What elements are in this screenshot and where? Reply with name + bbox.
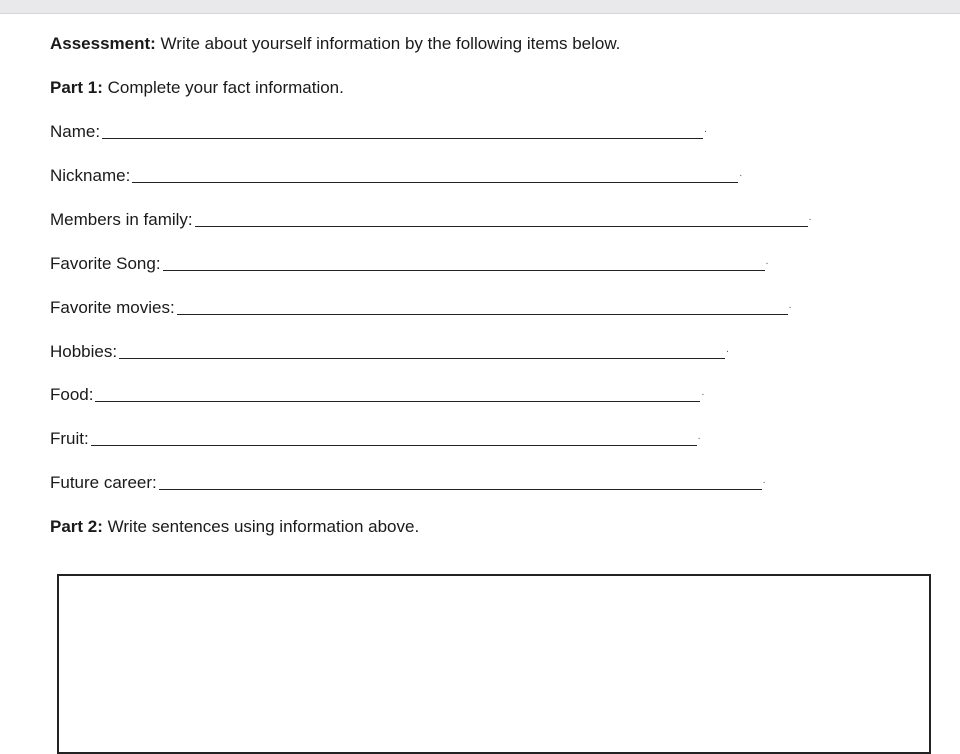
answer-blank[interactable] — [91, 445, 697, 446]
answer-blank[interactable] — [132, 182, 738, 183]
answer-blank[interactable] — [119, 358, 725, 359]
answer-blank[interactable] — [163, 270, 765, 271]
field-name: Name: . — [50, 122, 707, 141]
field-fruit: Fruit: . — [50, 429, 701, 448]
field-future-career: Future career: . — [50, 473, 766, 492]
assessment-text: Write about yourself information by the following items below. — [155, 34, 621, 53]
part2-label: Part 2: — [50, 517, 103, 536]
field-label: Favorite movies: — [50, 298, 175, 317]
part2-text: Write sentences using information above. — [102, 517, 420, 536]
field-hobbies: Hobbies: . — [50, 342, 729, 361]
answer-blank[interactable] — [195, 226, 808, 227]
part2-heading — [50, 516, 419, 538]
assessment-label: Assessment: — [50, 34, 156, 53]
field-favorite-song: Favorite Song: . — [50, 254, 769, 273]
answer-blank[interactable] — [177, 314, 788, 315]
assessment-instruction — [50, 33, 620, 55]
field-label: Future career: — [50, 473, 157, 492]
field-nickname: Nickname: . — [50, 166, 743, 185]
part1-heading — [50, 77, 344, 99]
part1-text: Complete your fact information. — [102, 78, 344, 97]
top-strip — [0, 0, 960, 14]
answer-box[interactable] — [57, 574, 931, 754]
field-members-in-family: Members in family: . — [50, 210, 812, 229]
field-food: Food: . — [50, 385, 705, 404]
field-label: Hobbies: — [50, 342, 118, 361]
answer-blank[interactable] — [159, 489, 762, 490]
field-label: Name: — [50, 122, 101, 141]
answer-blank[interactable] — [95, 401, 700, 402]
field-label: Members in family: — [50, 210, 193, 229]
field-label: Favorite Song: — [50, 254, 161, 273]
answer-blank[interactable] — [102, 138, 703, 139]
field-label: Nickname: — [50, 166, 131, 185]
field-favorite-movies: Favorite movies: . — [50, 298, 792, 317]
part1-label: Part 1: — [50, 78, 103, 97]
field-label: Fruit: — [50, 429, 89, 448]
field-label: Food: — [50, 385, 94, 404]
